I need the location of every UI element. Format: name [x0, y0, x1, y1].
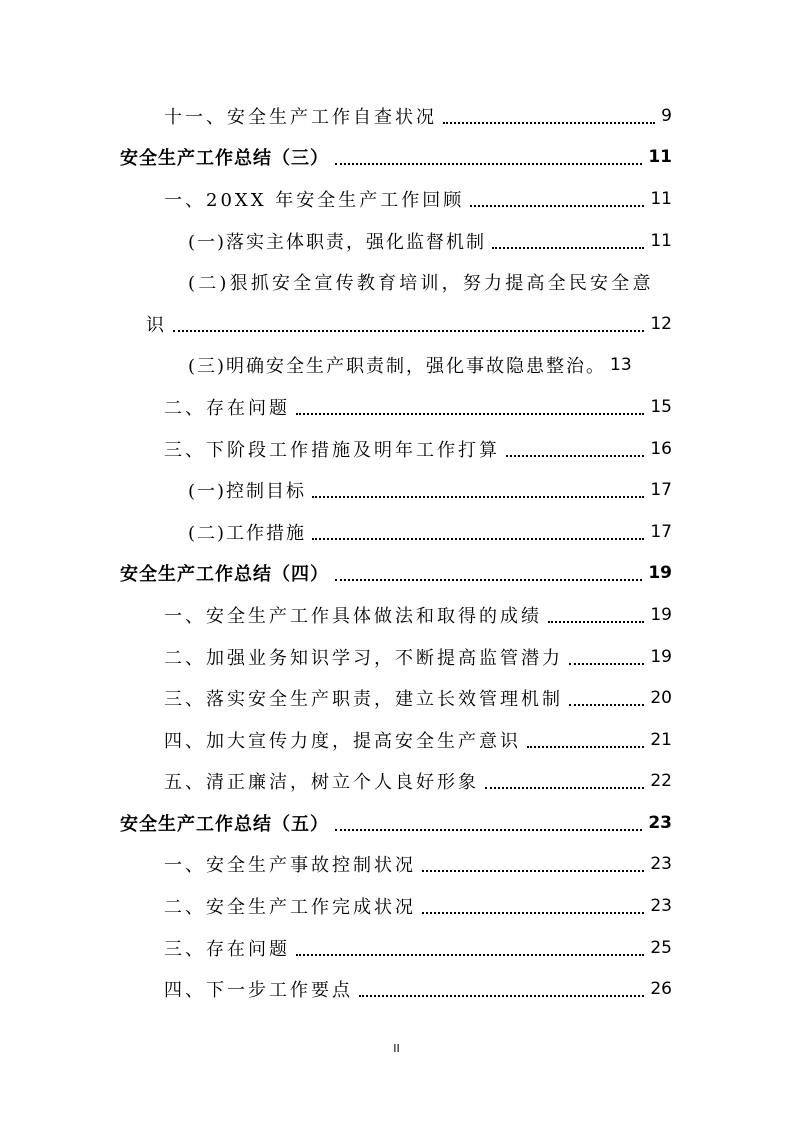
- toc-entry-page: 15: [650, 396, 672, 417]
- toc-subentry[interactable]: [0, 469, 793, 511]
- toc-entry-page: 9: [661, 105, 672, 126]
- dot-leader: [506, 455, 644, 457]
- toc-entry-page: 11: [648, 147, 672, 168]
- toc-entry[interactable]: [0, 677, 793, 719]
- dot-leader: [312, 496, 644, 498]
- toc-entry[interactable]: [0, 95, 793, 137]
- toc-entry-title: 一、20XX 年安全生产工作回顾: [164, 189, 465, 211]
- toc-entry-page: 19: [650, 646, 672, 667]
- toc-entry-page: 25: [650, 937, 672, 958]
- dot-leader: [335, 163, 642, 165]
- toc-entry-title: 安全生产工作总结（五）: [120, 813, 329, 835]
- toc-entry-page: 19: [648, 563, 672, 584]
- toc-entry-title: 安全生产工作总结（四）: [120, 564, 329, 586]
- toc-entry-title-line2: 识: [146, 314, 167, 336]
- toc-entry-title: 四、下一步工作要点: [164, 980, 353, 1002]
- toc-section-heading[interactable]: [0, 802, 793, 844]
- dot-leader: [470, 205, 644, 207]
- toc-entry-title: 二、加强业务知识学习，不断提高监管潜力: [164, 647, 563, 669]
- toc-entry[interactable]: [0, 844, 793, 886]
- toc-subentry[interactable]: [0, 261, 793, 303]
- toc-entry-title: 三、落实安全生产职责，建立长效管理机制: [164, 689, 563, 711]
- dot-leader: [359, 995, 644, 997]
- dot-leader: [485, 787, 644, 789]
- toc-entry-page: 19: [650, 604, 672, 625]
- dot-leader: [492, 247, 644, 249]
- dot-leader: [527, 746, 644, 748]
- toc-entry-page: 23: [648, 812, 672, 833]
- toc-entry-title: 十一、安全生产工作自查状况: [164, 106, 437, 128]
- toc-entry[interactable]: [0, 594, 793, 636]
- toc-entry-page: 21: [650, 729, 672, 750]
- toc-section-heading[interactable]: [0, 137, 793, 179]
- toc-subentry[interactable]: [0, 220, 793, 262]
- toc-entry-page: 17: [650, 480, 672, 501]
- dot-leader: [335, 579, 642, 581]
- toc-entry[interactable]: [0, 636, 793, 678]
- toc-entry-title: (二)工作措施: [188, 522, 307, 544]
- dot-leader: [422, 912, 644, 914]
- toc-subentry[interactable]: [0, 511, 793, 553]
- toc-entry-title: 五、清正廉洁，树立个人良好形象: [164, 772, 479, 794]
- toc-entry-title: 二、安全生产工作完成状况: [164, 897, 416, 919]
- toc-entry-page: 13: [610, 355, 632, 376]
- toc-entry-title: 一、安全生产工作具体做法和取得的成绩: [164, 605, 542, 627]
- toc-entry-page: 12: [650, 313, 672, 334]
- toc-entry[interactable]: [0, 428, 793, 470]
- dot-leader: [443, 122, 655, 124]
- toc-entry[interactable]: [0, 178, 793, 220]
- toc-subentry[interactable]: [0, 345, 793, 387]
- toc-entry-page: 23: [650, 854, 672, 875]
- toc-entry-title: 四、加大宣传力度，提高安全生产意识: [164, 730, 521, 752]
- toc-entry[interactable]: [0, 719, 793, 761]
- dot-leader: [569, 663, 644, 665]
- toc-entry[interactable]: [0, 885, 793, 927]
- dot-leader: [335, 829, 642, 831]
- toc-entry-title: (一)控制目标: [188, 481, 307, 503]
- toc-section-heading[interactable]: [0, 553, 793, 595]
- toc-entry-title-line1: (二)狠抓安全宣传教育培训，努力提高全民安全意: [188, 273, 654, 295]
- dot-leader: [569, 704, 644, 706]
- toc-entry-page: 11: [650, 188, 672, 209]
- toc-entry[interactable]: [0, 927, 793, 969]
- page-number: II: [393, 1042, 400, 1055]
- toc-entry-page: 17: [650, 521, 672, 542]
- toc-subentry-continuation[interactable]: [0, 303, 793, 345]
- dot-leader: [548, 621, 644, 623]
- toc-entry-page: 23: [650, 896, 672, 917]
- dot-leader: [173, 330, 644, 332]
- toc-entry-title: 安全生产工作总结（三）: [120, 148, 329, 170]
- table-of-contents: [0, 95, 793, 1010]
- dot-leader: [296, 413, 644, 415]
- toc-entry[interactable]: [0, 386, 793, 428]
- dot-leader: [422, 870, 644, 872]
- toc-entry-title: 一、安全生产事故控制状况: [164, 855, 416, 877]
- toc-entry-title: (一)落实主体职责，强化监督机制: [188, 231, 487, 253]
- toc-entry-page: 16: [650, 438, 672, 459]
- toc-entry[interactable]: [0, 968, 793, 1010]
- toc-entry-title: 二、存在问题: [164, 397, 290, 419]
- toc-entry-title: 三、下阶段工作措施及明年工作打算: [164, 439, 500, 461]
- toc-entry-page: 26: [650, 979, 672, 1000]
- toc-entry-title: (三)明确安全生产职责制，强化事故隐患整治。: [188, 356, 607, 378]
- toc-entry-title: 三、存在问题: [164, 938, 290, 960]
- toc-entry-page: 11: [650, 230, 672, 251]
- toc-entry-page: 20: [650, 688, 672, 709]
- toc-entry-page: 22: [650, 771, 672, 792]
- toc-entry[interactable]: [0, 761, 793, 803]
- dot-leader: [312, 538, 644, 540]
- dot-leader: [296, 954, 644, 956]
